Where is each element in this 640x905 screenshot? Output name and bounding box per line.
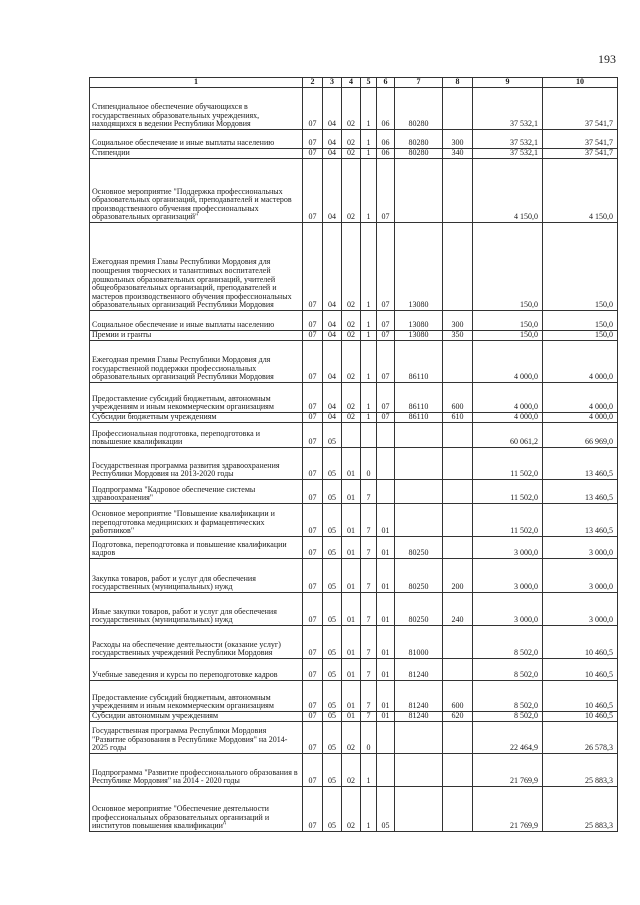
section-code: 07: [303, 537, 323, 559]
table-row: [90, 341, 618, 383]
amount-col-9: 4 000,0: [473, 383, 543, 413]
row-description: Профессиональная подготовка, переподготовка и повышение квалификации: [90, 423, 303, 448]
activity-code: 01: [377, 681, 395, 712]
program-code: 02: [342, 88, 361, 130]
amount-col-10: 66 969,0: [543, 423, 618, 448]
row-description: Учебные заведения и курсы по переподготовке кадров: [90, 659, 303, 681]
program-code: 01: [342, 537, 361, 559]
subprogram-code: 1: [361, 341, 377, 383]
expense-type-code: 200: [443, 559, 473, 593]
subsection-code: 05: [323, 712, 342, 722]
section-code: 07: [303, 593, 323, 626]
table-row: [90, 537, 618, 559]
table-row: [90, 593, 618, 626]
program-code: 01: [342, 559, 361, 593]
row-description: Предоставление субсидий бюджетным, автономным учреждениям и иным некоммерческим организациям: [90, 383, 303, 413]
subsection-code: 04: [323, 130, 342, 149]
row-description: Расходы на обеспечение деятельности (оказание услуг) государственных учреждений Республики Мордовия: [90, 626, 303, 659]
row-description: Основное мероприятие "Обеспечение деятельности профессиональных образовательных организаций и институтов повышения квалификации": [90, 787, 303, 832]
section-code: 07: [303, 88, 323, 130]
activity-code: 07: [377, 341, 395, 383]
table-row: [90, 159, 618, 223]
direction-code: 80250: [395, 559, 443, 593]
subsection-code: 05: [323, 593, 342, 626]
activity-code: 06: [377, 149, 395, 159]
subprogram-code: 7: [361, 626, 377, 659]
expense-type-code: 600: [443, 383, 473, 413]
row-description: Субсидии автономным учреждениям: [90, 712, 303, 722]
section-code: 07: [303, 331, 323, 341]
amount-col-9: 37 532,1: [473, 149, 543, 159]
amount-col-9: 21 769,9: [473, 787, 543, 832]
activity-code: 01: [377, 537, 395, 559]
row-description: Стипендии: [90, 149, 303, 159]
section-code: 07: [303, 448, 323, 480]
table-body: [90, 88, 618, 832]
section-code: 07: [303, 311, 323, 331]
column-header: 4: [342, 78, 361, 88]
subsection-code: 05: [323, 626, 342, 659]
direction-code: 80250: [395, 593, 443, 626]
program-code: 02: [342, 383, 361, 413]
column-header: 3: [323, 78, 342, 88]
activity-code: 07: [377, 159, 395, 223]
expense-type-code: 610: [443, 413, 473, 423]
subsection-code: 04: [323, 331, 342, 341]
direction-code: 81240: [395, 712, 443, 722]
amount-col-10: 25 883,3: [543, 787, 618, 832]
amount-col-9: 8 502,0: [473, 681, 543, 712]
amount-col-10: 150,0: [543, 311, 618, 331]
row-description: Государственная программа развития здравоохранения Республики Мордовия на 2013-2020 годы: [90, 448, 303, 480]
amount-col-9: 4 000,0: [473, 413, 543, 423]
table-row: [90, 223, 618, 311]
activity-code: [377, 448, 395, 480]
subprogram-code: 1: [361, 383, 377, 413]
section-code: 07: [303, 223, 323, 311]
subprogram-code: 7: [361, 593, 377, 626]
subprogram-code: 0: [361, 722, 377, 754]
activity-code: 06: [377, 88, 395, 130]
amount-col-10: 13 460,5: [543, 448, 618, 480]
activity-code: 07: [377, 331, 395, 341]
amount-col-9: 150,0: [473, 223, 543, 311]
row-description: Премии и гранты: [90, 331, 303, 341]
amount-col-9: 37 532,1: [473, 130, 543, 149]
page-number: 193: [598, 52, 616, 66]
program-code: 01: [342, 659, 361, 681]
expense-type-code: [443, 659, 473, 681]
subprogram-code: 1: [361, 130, 377, 149]
expense-type-code: [443, 504, 473, 537]
activity-code: 01: [377, 659, 395, 681]
expense-type-code: [443, 480, 473, 504]
direction-code: [395, 787, 443, 832]
amount-col-9: 37 532,1: [473, 88, 543, 130]
section-code: 07: [303, 712, 323, 722]
amount-col-10: 13 460,5: [543, 504, 618, 537]
row-description: Ежегодная премия Главы Республики Мордовия для поощрения творческих и талантливых воспитателей дошкольных образовательных организаций, учителей общеобразовательных организаций, преподавателей и мастеров производственного обучения профессиональных образовательных организаций Республики Мордовия: [90, 223, 303, 311]
amount-col-10: 4 000,0: [543, 383, 618, 413]
table-row: [90, 659, 618, 681]
activity-code: 07: [377, 383, 395, 413]
amount-col-9: 8 502,0: [473, 712, 543, 722]
subprogram-code: 1: [361, 223, 377, 311]
expense-type-code: 300: [443, 130, 473, 149]
column-header: 1: [90, 78, 303, 88]
subprogram-code: 1: [361, 149, 377, 159]
row-description: Подготовка, переподготовка и повышение квалификации кадров: [90, 537, 303, 559]
section-code: 07: [303, 480, 323, 504]
section-code: 07: [303, 722, 323, 754]
amount-col-10: 3 000,0: [543, 593, 618, 626]
column-header: 9: [473, 78, 543, 88]
direction-code: 86110: [395, 413, 443, 423]
subprogram-code: 1: [361, 311, 377, 331]
program-code: 02: [342, 787, 361, 832]
row-description: Субсидии бюджетным учреждениям: [90, 413, 303, 423]
table-row: [90, 130, 618, 149]
expense-type-code: [443, 88, 473, 130]
subsection-code: 05: [323, 448, 342, 480]
amount-col-9: 11 502,0: [473, 504, 543, 537]
table-row: [90, 681, 618, 712]
table-row: [90, 383, 618, 413]
table-row: [90, 311, 618, 331]
amount-col-10: 26 578,3: [543, 722, 618, 754]
expense-type-code: [443, 448, 473, 480]
subsection-code: 05: [323, 681, 342, 712]
program-code: 02: [342, 341, 361, 383]
row-description: Закупка товаров, работ и услуг для обеспечения государственных (муниципальных) нужд: [90, 559, 303, 593]
program-code: 01: [342, 626, 361, 659]
amount-col-9: 11 502,0: [473, 448, 543, 480]
column-header: 10: [543, 78, 618, 88]
subsection-code: 05: [323, 559, 342, 593]
row-description: Предоставление субсидий бюджетным, автономным учреждениям и иным некоммерческим организациям: [90, 681, 303, 712]
expense-type-code: [443, 626, 473, 659]
subsection-code: 05: [323, 480, 342, 504]
subsection-code: 04: [323, 223, 342, 311]
direction-code: 13080: [395, 311, 443, 331]
table-row: [90, 787, 618, 832]
row-description: Подпрограмма "Развитие профессионального образования в Республике Мордовия" на 2014 - 2020 годы: [90, 754, 303, 787]
table-row: [90, 480, 618, 504]
program-code: 02: [342, 159, 361, 223]
amount-col-10: 150,0: [543, 223, 618, 311]
section-code: 07: [303, 130, 323, 149]
subprogram-code: [361, 423, 377, 448]
activity-code: [377, 480, 395, 504]
subprogram-code: 1: [361, 331, 377, 341]
activity-code: 01: [377, 593, 395, 626]
table-row: [90, 331, 618, 341]
program-code: 01: [342, 504, 361, 537]
amount-col-9: 60 061,2: [473, 423, 543, 448]
subprogram-code: 0: [361, 448, 377, 480]
section-code: 07: [303, 413, 323, 423]
direction-code: 80280: [395, 88, 443, 130]
direction-code: [395, 754, 443, 787]
direction-code: 81240: [395, 681, 443, 712]
expense-type-code: [443, 722, 473, 754]
program-code: 01: [342, 448, 361, 480]
table-row: [90, 149, 618, 159]
amount-col-10: 37 541,7: [543, 88, 618, 130]
section-code: 07: [303, 149, 323, 159]
direction-code: [395, 448, 443, 480]
amount-col-10: 10 460,5: [543, 681, 618, 712]
subsection-code: 04: [323, 341, 342, 383]
subsection-code: 05: [323, 787, 342, 832]
expense-type-code: 600: [443, 681, 473, 712]
section-code: 07: [303, 341, 323, 383]
subprogram-code: 1: [361, 754, 377, 787]
expense-type-code: 300: [443, 311, 473, 331]
row-description: Основное мероприятие "Повышение квалификации и переподготовка медицинских и фармацевтических работников": [90, 504, 303, 537]
amount-col-9: 150,0: [473, 311, 543, 331]
expense-type-code: 350: [443, 331, 473, 341]
amount-col-10: 3 000,0: [543, 559, 618, 593]
program-code: 02: [342, 413, 361, 423]
budget-table-container: [89, 77, 617, 832]
table-row: [90, 413, 618, 423]
amount-col-9: 4 150,0: [473, 159, 543, 223]
activity-code: [377, 423, 395, 448]
section-code: 07: [303, 504, 323, 537]
subprogram-code: 1: [361, 413, 377, 423]
expense-type-code: 620: [443, 712, 473, 722]
table-row: [90, 448, 618, 480]
direction-code: 13080: [395, 331, 443, 341]
subprogram-code: 1: [361, 88, 377, 130]
program-code: [342, 423, 361, 448]
amount-col-10: 37 541,7: [543, 130, 618, 149]
activity-code: 07: [377, 413, 395, 423]
direction-code: 80280: [395, 130, 443, 149]
amount-col-9: 8 502,0: [473, 626, 543, 659]
direction-code: [395, 423, 443, 448]
column-header: 8: [443, 78, 473, 88]
amount-col-10: 150,0: [543, 331, 618, 341]
section-code: 07: [303, 159, 323, 223]
header-row: [90, 78, 618, 88]
row-description: Государственная программа Республики Мордовия "Развитие образования в Республике Мордовия" на 2014-2025 годы: [90, 722, 303, 754]
subsection-code: 05: [323, 754, 342, 787]
activity-code: 07: [377, 223, 395, 311]
expense-type-code: 240: [443, 593, 473, 626]
amount-col-9: 11 502,0: [473, 480, 543, 504]
activity-code: 01: [377, 712, 395, 722]
program-code: 01: [342, 480, 361, 504]
table-row: [90, 754, 618, 787]
amount-col-9: 22 464,9: [473, 722, 543, 754]
amount-col-10: 37 541,7: [543, 149, 618, 159]
amount-col-10: 10 460,5: [543, 659, 618, 681]
direction-code: 13080: [395, 223, 443, 311]
column-header: 5: [361, 78, 377, 88]
program-code: 02: [342, 722, 361, 754]
row-description: Иные закупки товаров, работ и услуг для обеспечения государственных (муниципальных) нужд: [90, 593, 303, 626]
table-row: [90, 712, 618, 722]
subprogram-code: 1: [361, 787, 377, 832]
subsection-code: 04: [323, 383, 342, 413]
activity-code: 01: [377, 504, 395, 537]
section-code: 07: [303, 423, 323, 448]
amount-col-10: 4 000,0: [543, 413, 618, 423]
subsection-code: 05: [323, 537, 342, 559]
subsection-code: 04: [323, 149, 342, 159]
activity-code: 05: [377, 787, 395, 832]
program-code: 02: [342, 754, 361, 787]
section-code: 07: [303, 383, 323, 413]
table-row: [90, 559, 618, 593]
subprogram-code: 7: [361, 480, 377, 504]
expense-type-code: [443, 159, 473, 223]
amount-col-9: 3 000,0: [473, 559, 543, 593]
expense-type-code: [443, 223, 473, 311]
section-code: 07: [303, 626, 323, 659]
section-code: 07: [303, 659, 323, 681]
subprogram-code: 7: [361, 559, 377, 593]
subsection-code: 04: [323, 413, 342, 423]
amount-col-10: 25 883,3: [543, 754, 618, 787]
activity-code: 01: [377, 559, 395, 593]
direction-code: 86110: [395, 383, 443, 413]
row-description: Социальное обеспечение и иные выплаты населению: [90, 130, 303, 149]
direction-code: 81000: [395, 626, 443, 659]
amount-col-9: 3 000,0: [473, 593, 543, 626]
amount-col-10: 3 000,0: [543, 537, 618, 559]
activity-code: 06: [377, 130, 395, 149]
amount-col-10: 10 460,5: [543, 712, 618, 722]
subsection-code: 05: [323, 722, 342, 754]
expense-type-code: 340: [443, 149, 473, 159]
amount-col-10: 4 150,0: [543, 159, 618, 223]
subprogram-code: 7: [361, 659, 377, 681]
subprogram-code: 1: [361, 159, 377, 223]
direction-code: [395, 722, 443, 754]
table-row: [90, 504, 618, 537]
column-header: 7: [395, 78, 443, 88]
row-description: Стипендиальное обеспечение обучающихся в государственных образовательных учреждениях, находящихся в ведении Республики Мордовия: [90, 88, 303, 130]
program-code: 01: [342, 681, 361, 712]
subsection-code: 05: [323, 504, 342, 537]
program-code: 02: [342, 311, 361, 331]
amount-col-9: 4 000,0: [473, 341, 543, 383]
subsection-code: 04: [323, 88, 342, 130]
section-code: 07: [303, 754, 323, 787]
program-code: 02: [342, 331, 361, 341]
row-description: Социальное обеспечение и иные выплаты населению: [90, 311, 303, 331]
program-code: 02: [342, 223, 361, 311]
amount-col-10: 13 460,5: [543, 480, 618, 504]
table-row: [90, 722, 618, 754]
amount-col-9: 21 769,9: [473, 754, 543, 787]
amount-col-10: 10 460,5: [543, 626, 618, 659]
amount-col-9: 3 000,0: [473, 537, 543, 559]
amount-col-9: 150,0: [473, 331, 543, 341]
direction-code: [395, 159, 443, 223]
subprogram-code: 7: [361, 504, 377, 537]
activity-code: 01: [377, 626, 395, 659]
row-description: Подпрограмма "Кадровое обеспечение системы здравоохранения": [90, 480, 303, 504]
amount-col-10: 4 000,0: [543, 341, 618, 383]
expense-type-code: [443, 754, 473, 787]
subprogram-code: 7: [361, 537, 377, 559]
subprogram-code: 7: [361, 712, 377, 722]
activity-code: [377, 754, 395, 787]
section-code: 07: [303, 559, 323, 593]
section-code: 07: [303, 787, 323, 832]
subsection-code: 05: [323, 659, 342, 681]
budget-table: [89, 77, 618, 832]
expense-type-code: [443, 537, 473, 559]
program-code: 01: [342, 593, 361, 626]
subsection-code: 04: [323, 159, 342, 223]
section-code: 07: [303, 681, 323, 712]
program-code: 01: [342, 712, 361, 722]
table-row: [90, 423, 618, 448]
column-header: 2: [303, 78, 323, 88]
table-row: [90, 88, 618, 130]
direction-code: [395, 504, 443, 537]
expense-type-code: [443, 787, 473, 832]
subsection-code: 04: [323, 311, 342, 331]
amount-col-9: 8 502,0: [473, 659, 543, 681]
column-header: 6: [377, 78, 395, 88]
row-description: Ежегодная премия Главы Республики Мордовия для государственной поддержки профессиональных образовательных организаций Республики Мордовия: [90, 341, 303, 383]
activity-code: [377, 722, 395, 754]
activity-code: 07: [377, 311, 395, 331]
direction-code: [395, 480, 443, 504]
expense-type-code: [443, 423, 473, 448]
direction-code: 81240: [395, 659, 443, 681]
program-code: 02: [342, 130, 361, 149]
table-row: [90, 626, 618, 659]
direction-code: 86110: [395, 341, 443, 383]
subprogram-code: 7: [361, 681, 377, 712]
direction-code: 80280: [395, 149, 443, 159]
subsection-code: 05: [323, 423, 342, 448]
program-code: 02: [342, 149, 361, 159]
expense-type-code: [443, 341, 473, 383]
row-description: Основное мероприятие "Поддержка профессиональных образовательных организаций, преподавателей и мастеров производственного обучения профессиональных образовательных организаций": [90, 159, 303, 223]
direction-code: 80250: [395, 537, 443, 559]
